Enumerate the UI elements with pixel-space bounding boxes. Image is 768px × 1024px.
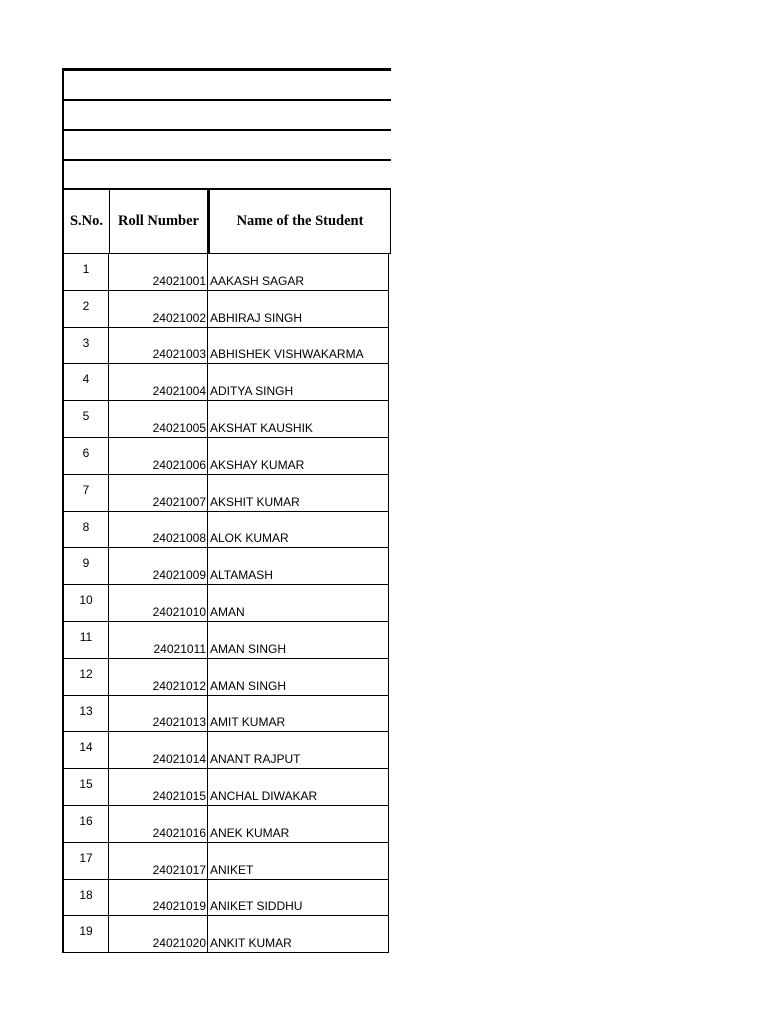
cell-roll-number: 24021013 (109, 696, 208, 733)
cell-student-name: ADITYA SINGH (208, 364, 389, 401)
table-body (62, 254, 391, 953)
table-row (62, 732, 391, 769)
cell-sno: 4 (62, 364, 109, 401)
cell-roll-number: 24021017 (109, 843, 208, 880)
cell-roll-number: 24021019 (109, 880, 208, 917)
table-row (62, 659, 391, 696)
cell-student-name: ANIKET SIDDHU (208, 880, 389, 917)
cell-student-name: ANEK KUMAR (208, 806, 389, 843)
cell-student-name: ABHISHEK VISHWAKARMA (208, 328, 389, 365)
cell-sno: 6 (62, 438, 109, 475)
cell-sno: 10 (62, 585, 109, 622)
cell-student-name: ANANT RAJPUT (208, 732, 389, 769)
cell-roll-number: 24021016 (109, 806, 208, 843)
header-student-name: Name of the Student (210, 190, 391, 253)
cell-student-name: AMAN (208, 585, 389, 622)
cell-sno: 16 (62, 806, 109, 843)
table-row (62, 438, 391, 475)
header-roll-number: Roll Number (110, 190, 210, 253)
cell-student-name: AMAN SINGH (208, 622, 389, 659)
cell-student-name: ALTAMASH (208, 548, 389, 585)
table-row (62, 254, 391, 291)
table-row (62, 364, 391, 401)
title-row-blank (62, 99, 391, 129)
table-row (62, 769, 391, 806)
cell-student-name: ANCHAL DIWAKAR (208, 769, 389, 806)
table-header (62, 188, 391, 254)
cell-student-name: AMAN SINGH (208, 659, 389, 696)
cell-sno: 9 (62, 548, 109, 585)
cell-roll-number: 24021005 (109, 401, 208, 438)
table-row (62, 512, 391, 549)
table-row (62, 475, 391, 512)
cell-student-name: ALOK KUMAR (208, 512, 389, 549)
cell-sno: 13 (62, 696, 109, 733)
cell-sno: 14 (62, 732, 109, 769)
table-row (62, 291, 391, 328)
cell-sno: 7 (62, 475, 109, 512)
cell-roll-number: 24021001 (109, 254, 208, 291)
table-row (62, 696, 391, 733)
cell-roll-number: 24021002 (109, 291, 208, 328)
cell-sno: 11 (62, 622, 109, 659)
cell-roll-number: 24021006 (109, 438, 208, 475)
cell-sno: 2 (62, 291, 109, 328)
cell-roll-number: 24021003 (109, 328, 208, 365)
cell-student-name: AKSHIT KUMAR (208, 475, 389, 512)
cell-sno: 3 (62, 328, 109, 365)
cell-sno: 19 (62, 916, 109, 953)
cell-student-name: AAKASH SAGAR (208, 254, 389, 291)
student-list-sheet (62, 68, 391, 953)
cell-sno: 5 (62, 401, 109, 438)
cell-roll-number: 24021009 (109, 548, 208, 585)
table-row (62, 548, 391, 585)
cell-roll-number: 24021007 (109, 475, 208, 512)
table-row (62, 843, 391, 880)
title-row-blank (62, 129, 391, 159)
cell-roll-number: 24021015 (109, 769, 208, 806)
cell-sno: 8 (62, 512, 109, 549)
table-row (62, 916, 391, 953)
table-row (62, 328, 391, 365)
cell-student-name: AKSHAT KAUSHIK (208, 401, 389, 438)
cell-roll-number: 24021008 (109, 512, 208, 549)
table-row (62, 880, 391, 917)
title-row-blank (62, 159, 391, 188)
cell-sno: 15 (62, 769, 109, 806)
cell-roll-number: 24021012 (109, 659, 208, 696)
cell-student-name: ANKIT KUMAR (208, 916, 389, 953)
header-sno: S.No. (64, 190, 110, 253)
cell-roll-number: 24021014 (109, 732, 208, 769)
cell-student-name: ABHIRAJ SINGH (208, 291, 389, 328)
title-row-blank (62, 68, 391, 99)
cell-roll-number: 24021010 (109, 585, 208, 622)
table-row (62, 401, 391, 438)
table-row (62, 806, 391, 843)
cell-sno: 17 (62, 843, 109, 880)
cell-roll-number: 24021020 (109, 916, 208, 953)
cell-student-name: AKSHAY KUMAR (208, 438, 389, 475)
cell-student-name: ANIKET (208, 843, 389, 880)
table-row (62, 585, 391, 622)
table-row (62, 622, 391, 659)
cell-roll-number: 24021004 (109, 364, 208, 401)
cell-sno: 18 (62, 880, 109, 917)
cell-sno: 12 (62, 659, 109, 696)
cell-roll-number: 24021011 (109, 622, 208, 659)
cell-student-name: AMIT KUMAR (208, 696, 389, 733)
cell-sno: 1 (62, 254, 109, 291)
